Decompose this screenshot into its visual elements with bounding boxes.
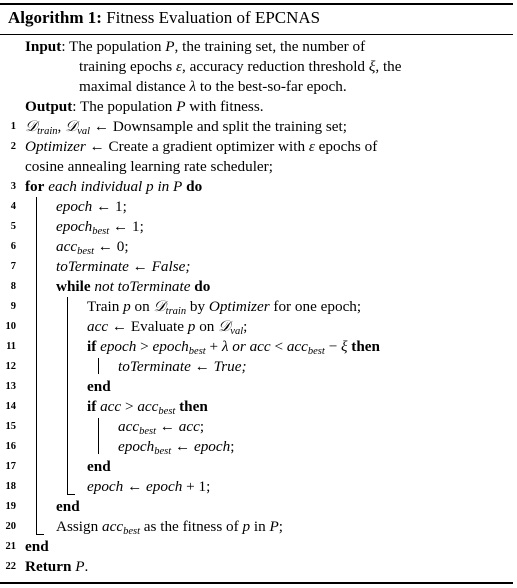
for-block-bar [36, 197, 37, 534]
step-8-while: 8 while not toTerminate do [0, 277, 513, 297]
top-rule [0, 3, 513, 5]
line-number: 4 [10, 201, 16, 212]
if-block-bar-2 [98, 418, 99, 454]
step-1: 1 𝒟$_{train}$, 𝒟$_{val}$ ← Downsample and split the training set; [0, 117, 513, 137]
mid-rule [0, 34, 513, 35]
input-line-1: Input: The population P, the training set, the number of [25, 38, 366, 55]
line-number: 12 [5, 361, 16, 372]
if-block-bar-1 [98, 358, 99, 374]
output-line: Output: The population P with fitness. [25, 98, 264, 115]
step-22-return: 22 Return P. [0, 557, 513, 577]
step-20: 20 Assign acc$_{best}$ as the fitness of p in P; [0, 517, 513, 537]
line-number: 11 [6, 341, 16, 352]
line-number: 8 [10, 281, 16, 292]
algorithm-label: Algorithm 1: [8, 8, 102, 27]
line-number: 17 [5, 461, 16, 472]
input-line-3: maximal distance λ to the best-so-far epoch. [79, 78, 347, 95]
line-number: 7 [10, 261, 16, 272]
line-number: 21 [5, 541, 16, 552]
line-number: 18 [5, 481, 16, 492]
line-number: 6 [10, 241, 16, 252]
algorithm-name: Fitness Evaluation of EPCNAS [106, 8, 321, 27]
step-18: 18 epoch ← epoch + 1; [0, 477, 513, 497]
line-number: 20 [5, 521, 16, 532]
step-16: 16 epoch$_{best}$ ← epoch; [0, 437, 513, 457]
line-number: 10 [5, 321, 16, 332]
line-number: 16 [5, 441, 16, 452]
line-number: 14 [5, 401, 16, 412]
line-number: 1 [10, 121, 16, 132]
step-9: 9 Train p on 𝒟$_{train}$ by Optimizer for one epoch; [0, 297, 513, 317]
step-6: 6 acc$_{best}$ ← 0; [0, 237, 513, 257]
step-11-if: 11 if epoch > epoch$_{best}$ + λ or acc < acc$_{best}$ − ξ then [0, 337, 513, 357]
step-5: 5 epoch$_{best}$ ← 1; [0, 217, 513, 237]
input-line-2: training epochs ε, accuracy reduction threshold ξ, the [79, 58, 402, 75]
line-number: 13 [5, 381, 16, 392]
step-2: 2 Optimizer ← Create a gradient optimizer with ε epochs of [0, 137, 513, 157]
step-7: 7 toTerminate ← False; [0, 257, 513, 277]
step-12: 12 toTerminate ← True; [0, 357, 513, 377]
step-13-end: 13 end [0, 377, 513, 397]
step-19-end: 19 end [0, 497, 513, 517]
step-21-end: 21 end [0, 537, 513, 557]
line-number: 2 [10, 141, 16, 152]
line-number: 3 [10, 181, 16, 192]
for-block-foot [36, 534, 44, 535]
while-block-bar [67, 297, 68, 494]
step-15: 15 acc$_{best}$ ← acc; [0, 417, 513, 437]
line-number: 19 [5, 501, 16, 512]
step-4: 4 epoch ← 1; [0, 197, 513, 217]
algorithm-title [8, 8, 320, 28]
step-14-if: 14 if acc > acc$_{best}$ then [0, 397, 513, 417]
step-17-end: 17 end [0, 457, 513, 477]
while-block-foot [67, 494, 75, 495]
line-number: 15 [5, 421, 16, 432]
step-3-for: 3 for each individual p in P do [0, 177, 513, 197]
bottom-rule [0, 582, 513, 584]
line-number: 9 [10, 301, 16, 312]
line-number: 5 [10, 221, 16, 232]
step-10: 10 acc ← Evaluate p on 𝒟$_{val}$; [0, 317, 513, 337]
line-number: 22 [5, 561, 16, 572]
step-2-continued: cosine annealing learning rate scheduler; [25, 158, 273, 175]
